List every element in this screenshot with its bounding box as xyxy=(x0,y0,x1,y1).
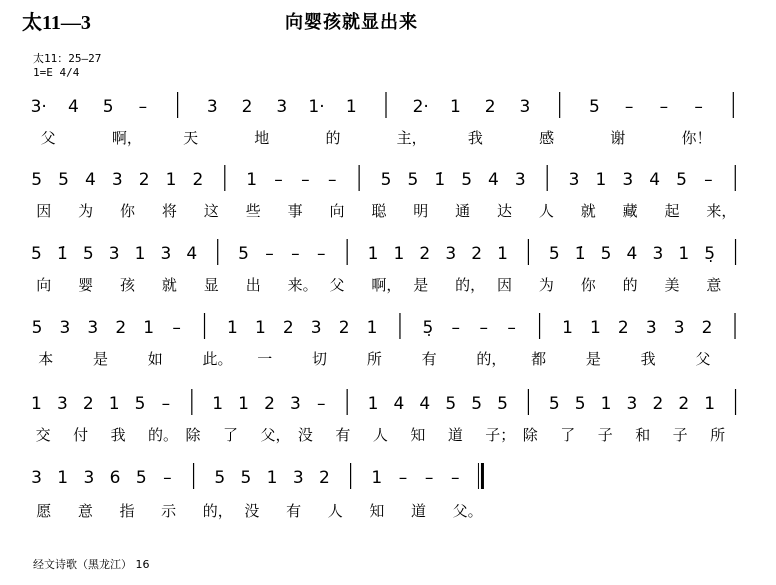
dash-note: – xyxy=(138,97,148,117)
note: 5 xyxy=(588,97,600,117)
note: 2 xyxy=(192,170,204,190)
note: 3 xyxy=(31,468,42,488)
lyric-syllable: 因 xyxy=(496,276,513,294)
lyric-syllable: 为 xyxy=(78,202,94,220)
note: 1 xyxy=(366,318,378,338)
dash-note: – xyxy=(451,318,461,338)
lyric-syllable: 我 xyxy=(110,426,126,444)
note: 5 xyxy=(380,170,392,190)
lyric-syllable: 人 xyxy=(372,426,388,444)
note: 1 xyxy=(589,318,601,338)
note: 2 xyxy=(652,394,664,414)
note: 2 xyxy=(338,318,350,338)
note: 1 xyxy=(254,318,266,338)
note: 5 xyxy=(548,394,560,414)
note: 2 xyxy=(282,318,294,338)
note: 4 xyxy=(626,244,638,264)
lyric-syllable: 父， xyxy=(260,426,291,444)
note: 5 xyxy=(407,170,419,190)
lyric-syllable: 的， xyxy=(476,350,507,368)
lyric-syllable: 向 xyxy=(36,276,52,294)
lyric-syllable: 你！ xyxy=(681,129,712,147)
lyric-syllable: 此。 xyxy=(202,350,233,368)
lyric-syllable: 我 xyxy=(640,350,656,368)
note: 4 xyxy=(85,170,96,190)
note: 4 xyxy=(488,170,499,190)
note: 3 xyxy=(652,244,664,264)
note: 2 xyxy=(701,318,713,338)
dash-note: – xyxy=(659,97,669,117)
note: 1 xyxy=(246,170,258,190)
note: 5 xyxy=(31,318,43,338)
note: 1 xyxy=(371,468,383,488)
note: 2 xyxy=(82,394,94,414)
lyric-syllable: 藏 xyxy=(622,202,638,220)
dash-note: – xyxy=(704,170,713,190)
note: 5 xyxy=(445,394,457,414)
note: 5 xyxy=(214,468,226,488)
lyric-syllable: 起 xyxy=(664,202,680,220)
lyric-syllable: 是 xyxy=(413,276,429,294)
lyric-syllable: 来， xyxy=(706,202,737,220)
lyric-syllable: 向 xyxy=(329,202,345,220)
note: 2 xyxy=(115,318,127,338)
note: 1 xyxy=(345,97,357,117)
note: 4 xyxy=(649,170,661,190)
lyric-syllable: 子； xyxy=(485,426,516,444)
scripture-reference: 太11：25—27 xyxy=(33,52,102,65)
lyric-syllable: 有 xyxy=(421,350,437,368)
dash-note: – xyxy=(507,318,516,338)
note: 3 xyxy=(310,318,322,338)
note: 5̣ xyxy=(422,318,434,338)
dash-note: – xyxy=(291,244,300,264)
lyric-syllable: 的 xyxy=(622,276,638,294)
lyric-syllable: 如 xyxy=(147,350,163,368)
note: 5 xyxy=(600,244,612,264)
dash-note: – xyxy=(172,318,181,338)
lyric-syllable: 父 xyxy=(329,276,345,294)
note: 3 xyxy=(622,170,634,190)
note: 5 xyxy=(497,394,508,414)
lyric-syllable: 都 xyxy=(531,350,547,368)
note: 4 xyxy=(419,394,431,414)
note: 2 xyxy=(264,394,275,414)
lyric-syllable: 道 xyxy=(410,502,426,520)
lyric-syllable: 为 xyxy=(538,276,554,294)
lyric-syllable: 所 xyxy=(710,426,726,444)
note: 3 xyxy=(514,170,526,190)
note: 5 xyxy=(102,97,114,117)
note: 1 xyxy=(227,318,238,338)
lyric-syllable: 事 xyxy=(287,202,303,220)
note: 1 xyxy=(212,394,224,414)
note: 4 xyxy=(393,394,405,414)
lyric-syllable: 人 xyxy=(538,202,554,220)
lyric-syllable: 的， xyxy=(455,276,486,294)
source-footer: 经文诗歌（黑龙江） 16 xyxy=(33,558,150,571)
note: 2 xyxy=(319,468,330,488)
lyric-syllable: 意 xyxy=(77,502,93,520)
lyric-syllable: 这 xyxy=(203,202,219,220)
lyric-syllable: 的， xyxy=(202,502,233,520)
dash-note: – xyxy=(328,170,337,190)
note: 5 xyxy=(58,170,69,190)
lyric-syllable: 显 xyxy=(203,276,219,294)
dash-note: – xyxy=(317,394,326,414)
note: 2 xyxy=(471,244,483,264)
lyric-syllable: 付 xyxy=(73,426,89,444)
note: 1 xyxy=(678,244,690,264)
lyric-syllable: 谢 xyxy=(610,129,626,147)
note: 1 xyxy=(134,244,146,264)
lyric-syllable: 有 xyxy=(286,502,302,520)
note: 1 xyxy=(31,394,42,414)
lyric-syllable: 是 xyxy=(585,350,601,368)
lyric-syllable: 知 xyxy=(369,502,385,520)
note: 3 xyxy=(568,170,580,190)
lyric-syllable: 你 xyxy=(120,202,136,220)
note: 2 xyxy=(617,318,629,338)
dash-note: – xyxy=(265,244,274,264)
dash-note: – xyxy=(624,97,634,117)
lyric-syllable: 我 xyxy=(467,129,483,147)
note: 1 xyxy=(562,318,573,338)
note: 5 xyxy=(82,244,94,264)
note: 1 xyxy=(367,394,379,414)
lyric-syllable: 的 xyxy=(325,129,341,147)
note: 1 xyxy=(600,394,612,414)
dash-note: – xyxy=(451,468,460,488)
note: 6 xyxy=(109,468,121,488)
lyric-syllable: 知 xyxy=(410,426,426,444)
note: 3 xyxy=(276,97,288,117)
note: 3 xyxy=(87,318,99,338)
hymn-number: 太11—3 xyxy=(22,12,91,34)
note: 2 xyxy=(138,170,150,190)
dash-note: – xyxy=(274,170,283,190)
lyric-syllable: 婴 xyxy=(78,276,94,294)
lyric-syllable: 道 xyxy=(447,426,463,444)
lyric-syllable: 些 xyxy=(245,202,261,220)
note: 2 xyxy=(241,97,253,117)
note: 1 xyxy=(108,394,120,414)
note: 1 xyxy=(704,394,716,414)
lyric-syllable: 了 xyxy=(560,426,576,444)
note: 4 xyxy=(186,244,198,264)
lyric-syllable: 达 xyxy=(496,202,513,220)
note: 3 xyxy=(292,468,304,488)
dash-note: – xyxy=(398,468,408,488)
lyric-syllable: 明 xyxy=(413,202,429,220)
note: 5̣ xyxy=(704,244,716,264)
note: 5 xyxy=(31,170,43,190)
lyric-syllable: 示 xyxy=(161,502,177,520)
note: 5 xyxy=(31,244,42,264)
lyric-syllable: 除 xyxy=(185,426,201,444)
note: 1 xyxy=(450,97,461,117)
note: 2 xyxy=(678,394,690,414)
lyric-syllable: 没 xyxy=(244,502,260,520)
note: 3· xyxy=(30,97,47,117)
note: 1̇ xyxy=(56,244,68,264)
lyric-syllable: 了 xyxy=(222,426,239,444)
note: 5 xyxy=(238,244,250,264)
note: 5 xyxy=(574,394,586,414)
lyric-syllable: 是 xyxy=(92,350,109,368)
lyric-syllable: 切 xyxy=(312,350,328,368)
lyric-syllable: 有 xyxy=(335,426,351,444)
lyric-syllable: 就 xyxy=(580,202,596,220)
hymn-title: 向婴孩就显出来 xyxy=(285,12,418,33)
dash-note: – xyxy=(424,468,434,488)
lyric-syllable: 和 xyxy=(635,426,651,444)
note: 5 xyxy=(240,468,252,488)
note: 3 xyxy=(160,244,172,264)
lyric-syllable: 的。 xyxy=(148,426,179,444)
note: 3 xyxy=(626,394,638,414)
lyric-syllable: 聪 xyxy=(371,202,387,220)
lyric-syllable: 本 xyxy=(38,350,54,368)
note: 4 xyxy=(68,97,79,117)
note: 1 xyxy=(393,244,405,264)
lyric-syllable: 美 xyxy=(664,276,680,294)
lyric-syllable: 主， xyxy=(396,129,427,147)
note: 3 xyxy=(59,318,71,338)
lyric-syllable: 啊， xyxy=(371,276,402,294)
note: 1 xyxy=(143,318,155,338)
note: 1 xyxy=(238,394,250,414)
lyric-syllable: 啊， xyxy=(111,129,142,147)
lyric-syllable: 没 xyxy=(297,426,313,444)
lyric-syllable: 指 xyxy=(119,502,135,520)
note: 1· xyxy=(308,97,325,117)
note: 5 xyxy=(134,394,146,414)
lyric-syllable: 除 xyxy=(522,426,538,444)
note: 1 xyxy=(497,244,508,264)
lyric-syllable: 父 xyxy=(40,129,56,147)
note: 5 xyxy=(548,244,560,264)
note: 3 xyxy=(83,468,95,488)
lyric-syllable: 子 xyxy=(672,426,688,444)
lyric-syllable: 因 xyxy=(36,202,52,220)
note: 3 xyxy=(673,318,685,338)
note: 1 xyxy=(57,468,69,488)
lyric-syllable: 父。 xyxy=(452,502,483,520)
note: 3 xyxy=(519,97,531,117)
lyric-syllable: 出 xyxy=(245,276,261,294)
dash-note: – xyxy=(163,468,172,488)
note: 2· xyxy=(412,97,429,117)
note: 3 xyxy=(206,97,218,117)
note: 3 xyxy=(111,170,123,190)
dash-note: – xyxy=(479,318,488,338)
lyric-syllable: 一 xyxy=(257,350,273,368)
note: 1 xyxy=(165,170,177,190)
note: 1 xyxy=(266,468,278,488)
note: 1̇ xyxy=(574,244,586,264)
key-signature: 1=E 4/4 xyxy=(33,66,80,79)
lyric-syllable: 孩 xyxy=(120,276,136,294)
note: 5 xyxy=(461,170,473,190)
lyric-syllable: 天 xyxy=(183,129,199,147)
lyric-syllable: 子 xyxy=(597,426,613,444)
lyric-syllable: 就 xyxy=(161,276,177,294)
lyric-syllable: 愿 xyxy=(36,502,52,520)
note: 3 xyxy=(445,244,457,264)
lyric-syllable: 感 xyxy=(539,129,555,147)
dash-note: – xyxy=(694,97,703,117)
lyric-syllable: 所 xyxy=(366,350,382,368)
note: 3 xyxy=(108,244,120,264)
lyric-syllable: 你 xyxy=(580,276,596,294)
note: 3 xyxy=(289,394,301,414)
dash-note: – xyxy=(317,244,326,264)
lyric-syllable: 将 xyxy=(161,202,177,220)
note: 3 xyxy=(56,394,68,414)
note: 3 xyxy=(645,318,657,338)
note: 5 xyxy=(471,394,483,414)
note: 2 xyxy=(419,244,431,264)
note: 2 xyxy=(484,97,496,117)
lyric-syllable: 来。 xyxy=(287,276,318,294)
note: 1̇ xyxy=(434,170,446,190)
note: 5 xyxy=(676,170,687,190)
lyric-syllable: 父 xyxy=(695,350,711,368)
dash-note: – xyxy=(301,170,310,190)
lyric-syllable: 地 xyxy=(254,129,270,147)
note: 1 xyxy=(595,170,607,190)
lyric-syllable: 人 xyxy=(327,502,343,520)
note: 5 xyxy=(135,468,147,488)
note: 1 xyxy=(367,244,379,264)
dash-note: – xyxy=(161,394,171,414)
lyric-syllable: 交 xyxy=(35,426,51,444)
lyric-syllable: 通 xyxy=(455,202,471,220)
lyric-syllable: 意 xyxy=(706,276,722,294)
